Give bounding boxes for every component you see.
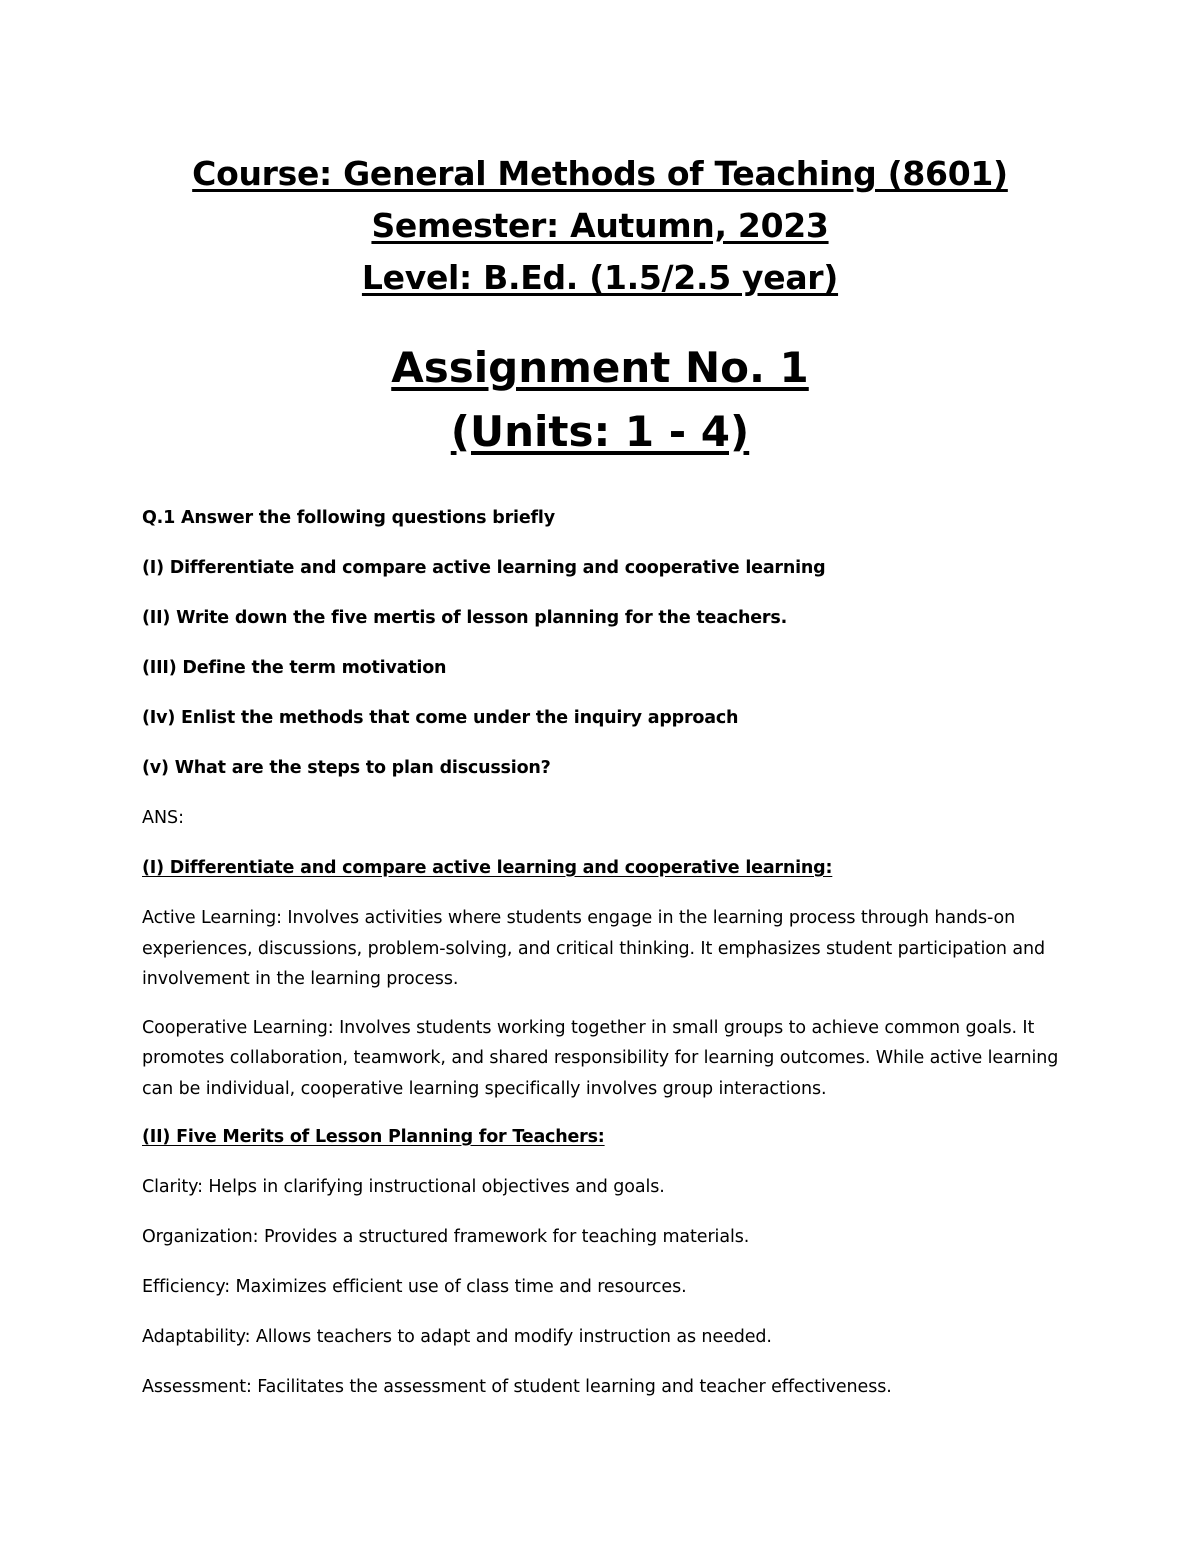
merit-item: Efficiency: Maximizes efficient use of class time and resources. <box>142 1277 687 1297</box>
question-1-part-iv: (Iv) Enlist the methods that come under the inquiry approach <box>142 708 739 728</box>
question-1-prompt: Q.1 Answer the following questions briefly <box>142 508 555 528</box>
merit-item: Adaptability: Allows teachers to adapt and modify instruction as needed. <box>142 1327 772 1347</box>
question-1-part-iii: (III) Define the term motivation <box>142 658 447 678</box>
question-1-part-i: (I) Differentiate and compare active learning and cooperative learning <box>142 558 826 578</box>
merit-item: Organization: Provides a structured framework for teaching materials. <box>142 1227 750 1247</box>
cooperative-learning-paragraph: Cooperative Learning: Involves students working together in small groups to achieve common goals. It promotes collaboration, teamwork, and shared responsibility for learning outcomes. While active learning can be individual, cooperative learning specifically involves group interactions. <box>142 1017 1059 1099</box>
assignment-title: Assignment No. 1 <box>391 343 809 392</box>
merit-item: Assessment: Facilitates the assessment of student learning and teacher effectiveness. <box>142 1377 892 1397</box>
document-body <box>142 503 1062 1422</box>
answer-section-2-heading: (II) Five Merits of Lesson Planning for Teachers: <box>142 1127 605 1147</box>
answer-label: ANS: <box>142 808 185 828</box>
active-learning-paragraph: Active Learning: Involves activities where students engage in the learning process through hands-on experiences, discussions, problem-solving, and critical thinking. It emphasizes student participation and involvement in the learning process. <box>142 908 1045 989</box>
document-header <box>0 148 1200 304</box>
question-1-part-ii: (II) Write down the five mertis of lesson planning for the teachers. <box>142 608 788 628</box>
semester-line: Semester: Autumn, 2023 <box>371 206 829 245</box>
assignment-heading <box>0 336 1200 464</box>
assignment-units: (Units: 1 - 4) <box>450 407 750 456</box>
question-1-part-v: (v) What are the steps to plan discussion? <box>142 758 551 778</box>
level-line: Level: B.Ed. (1.5/2.5 year) <box>361 258 839 297</box>
answer-section-1-heading: (I) Differentiate and compare active learning and cooperative learning: <box>142 858 833 878</box>
course-title: Course: General Methods of Teaching (8601) <box>192 154 1008 193</box>
merit-item: Clarity: Helps in clarifying instructional objectives and goals. <box>142 1177 665 1197</box>
